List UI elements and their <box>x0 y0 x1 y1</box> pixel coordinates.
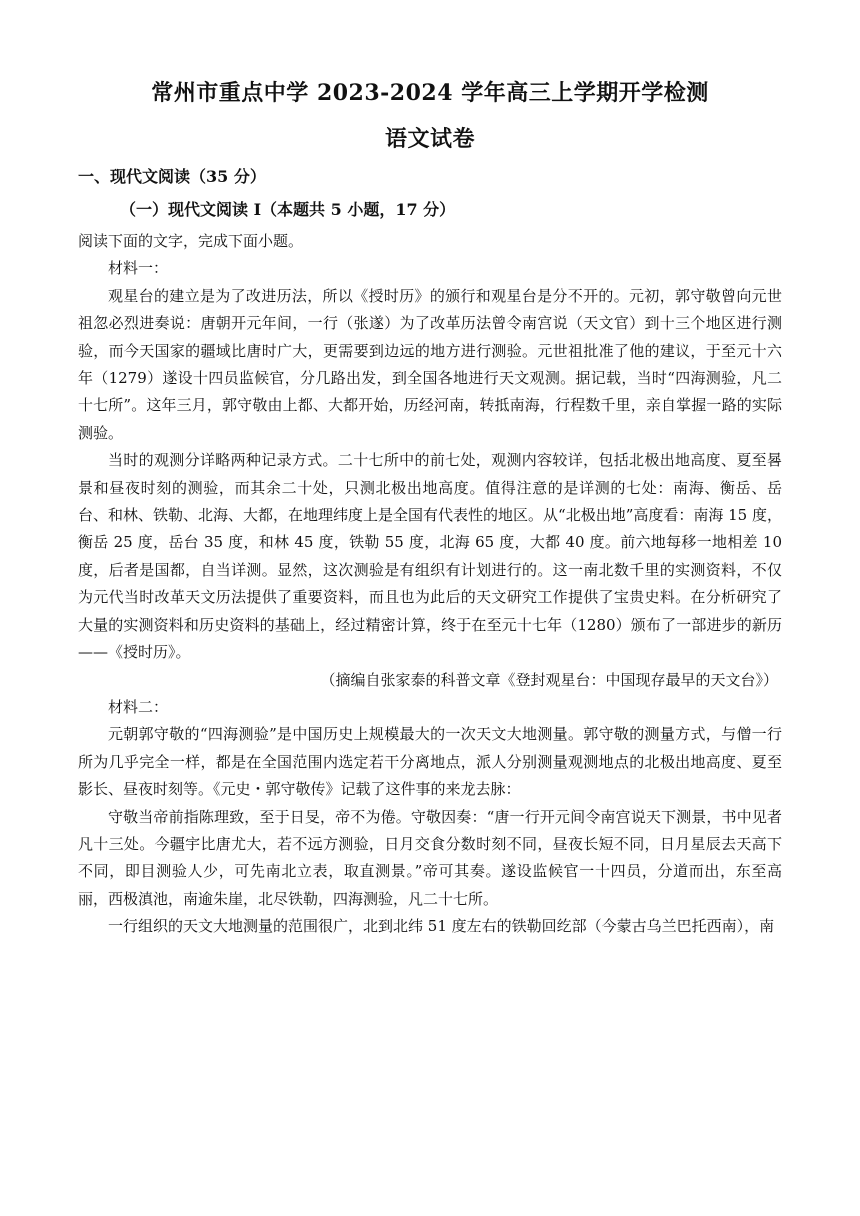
material-two-paragraph: 元朝郭守敬的“四海测验”是中国历史上规模最大的一次天文大地测量。郭守敬的测量方式，与僧一行所为几乎完全一样，都是在全国范围内选定若干分离地点，派人分别测量观测地点的北极出地高度、夏至影长、昼夜时刻等。《元史・郭守敬传》记载了这件事的来龙去脉： <box>78 725 782 799</box>
instruction-text: 阅读下面的文字，完成下面小题。 <box>78 232 304 250</box>
material-two-paragraph: 守敬当帝前指陈理致，至于日旻，帝不为倦。守敬因奏：“唐一行开元间令南宫说天下测景，书中见者凡十三处。今疆宇比唐尤大，若不远方测验，日月交食分数时刻不同，昼夜长短不同，日月星辰去天高下不同，即目测验人少，可先南北立表，取直测景。”帝可其奏。遂设监候官一十四员，分道而出，东至高丽，西极滇池，南逾朱崖，北尽铁勒，四海测验，凡二十七所。 <box>78 807 782 908</box>
exam-subtitle: 语文试卷 <box>384 126 475 152</box>
reading-passage <box>78 228 782 941</box>
material-two-paragraph: 一行组织的天文大地测量的范围很广，北到北纬 51 度左右的铁勒回纥部（今蒙古乌兰巴托西南），南 <box>108 917 775 936</box>
exam-title: 常州市重点中学 2023-2024 学年高三上学期开学检测 <box>151 80 709 106</box>
material-one-paragraph: 当时的观测分详略两种记录方式。二十七所中的前七处，观测内容较详，包括北极出地高度、夏至晷景和昼夜时刻的测验，而其余二十处，只测北极出地高度。值得注意的是详测的七处：南海、衡岳、岳台、和林、铁勒、北海、大都，在地理纬度上是全国有代表性的地区。从“北极出地”高度看：南海 15 度，衡岳 25 度，岳台 35 度，和林 45 度，铁勒 55 度，北海 65 度，大都 40 度。前六地每移一地相差 10 度，后者是国都，自当详测。显然，这次测验是有组织有计划进行的。这一南北数千里的实测资料，不仅为元代当时改革天文历法提供了重要资料，而且也为此后的天文研究工作提供了宝贵史料。在分析研究了大量的实测资料和历史资料的基础上，经过精密计算，终于在至元十七年（1280）颁布了一部进步的新历——《授时历》。 <box>78 451 782 662</box>
section-heading: 一、现代文阅读（35 分） <box>78 167 266 186</box>
material-one-paragraph: 观星台的建立是为了改进历法，所以《授时历》的颁行和观星台是分不开的。元初，郭守敬曾向元世祖忽必烈进奏说：唐朝开元年间，一行（张遂）为了改革历法曾令南宫说（天文官）到十三个地区进行测验，而今天国家的疆域比唐时广大，更需要到边远的地方进行测验。元世祖批准了他的建议，于至元十六年（1279）遂设十四员监候官，分几路出发，到全国各地进行天文观测。据记载，当时“四海测验，凡二十七所”。这年三月，郭守敬由上都、大都开始，历经河南，转抵南海，行程数千里，亲自掌握一路的实际测验。 <box>78 286 782 442</box>
material-two-label: 材料二： <box>108 697 169 716</box>
source-citation: （摘编自张家泰的科普文章《登封观星台：中国现存最早的天文台》） <box>320 670 778 689</box>
material-one-label: 材料一： <box>108 259 169 278</box>
subsection-heading: （一）现代文阅读 I（本题共 5 小题，17 分） <box>120 200 456 219</box>
